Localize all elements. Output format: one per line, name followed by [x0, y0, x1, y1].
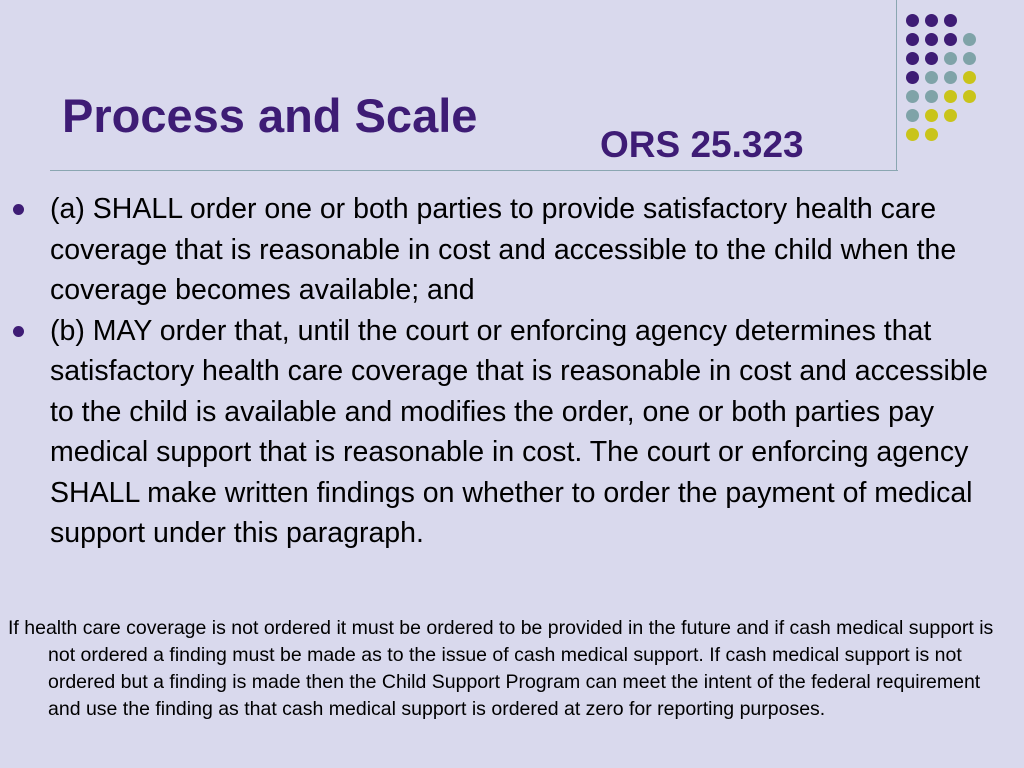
highlighted-phrase: when the coverage becomes available [50, 233, 957, 306]
dot-grid-icon [906, 14, 1006, 144]
decorative-dot [944, 109, 957, 122]
bullet-item-b [0, 311, 1024, 554]
decorative-dot [963, 33, 976, 46]
title-divider [50, 170, 898, 171]
decorative-dot [906, 33, 919, 46]
decorative-dot [925, 52, 938, 65]
decorative-dot [906, 52, 919, 65]
decorative-dot [963, 71, 976, 84]
statute-reference: ORS 25.323 [600, 124, 804, 165]
decorative-dot [925, 128, 938, 141]
bullet-dot-icon [13, 326, 24, 337]
decorative-dot [944, 71, 957, 84]
decorative-dot [944, 33, 957, 46]
bullet-text: (a) SHALL order one or both parties to provide satisfactory health care coverage that is reasonable in cost and accessible to the child [50, 193, 937, 266]
decorative-dot [944, 90, 957, 103]
decorative-dot [925, 109, 938, 122]
bullet-dot-icon [13, 204, 24, 215]
decorative-dot [906, 90, 919, 103]
decorative-dot [963, 90, 976, 103]
decorative-dot [944, 52, 957, 65]
slide-title: Process and Scale [62, 89, 478, 142]
footnote-paragraph: If health care coverage is not ordered it must be ordered to be provided in the future and if cash medical support is not ordered a finding must be made as to the issue of cash medical support. If cash medical support is not ordered but a finding is made then the Child Support Program can meet the intent of the federal requirement and use the finding as that cash medical support is ordered at zero for reporting purposes. [8, 617, 994, 720]
bullet-item-a [0, 189, 1024, 311]
bullet-text-end: on whether to order the payment of medical support under this paragraph. [50, 476, 973, 549]
decorative-dot [906, 71, 919, 84]
bullet-text-end: ; and [411, 274, 475, 306]
decorative-dot [963, 52, 976, 65]
bullet-list [0, 189, 1024, 554]
decorative-dot [906, 128, 919, 141]
highlighted-phrase: make written findings [147, 476, 415, 509]
decorative-dot [925, 71, 938, 84]
decorative-dot [944, 14, 957, 27]
decorative-dot [906, 14, 919, 27]
bullet-text: (b) MAY order that, until the court or enforcing agency determines that satisfactory health care coverage that is reasonable in cost and accessible to the child is available and modifies the order, one or both parties pay medical support that is reasonable in cost. The court or enforcing agency SHALL [50, 314, 988, 509]
decorative-dot [925, 14, 938, 27]
decorative-dot [925, 90, 938, 103]
decorative-dot [925, 33, 938, 46]
vertical-divider [896, 0, 897, 171]
decorative-dot [906, 109, 919, 122]
